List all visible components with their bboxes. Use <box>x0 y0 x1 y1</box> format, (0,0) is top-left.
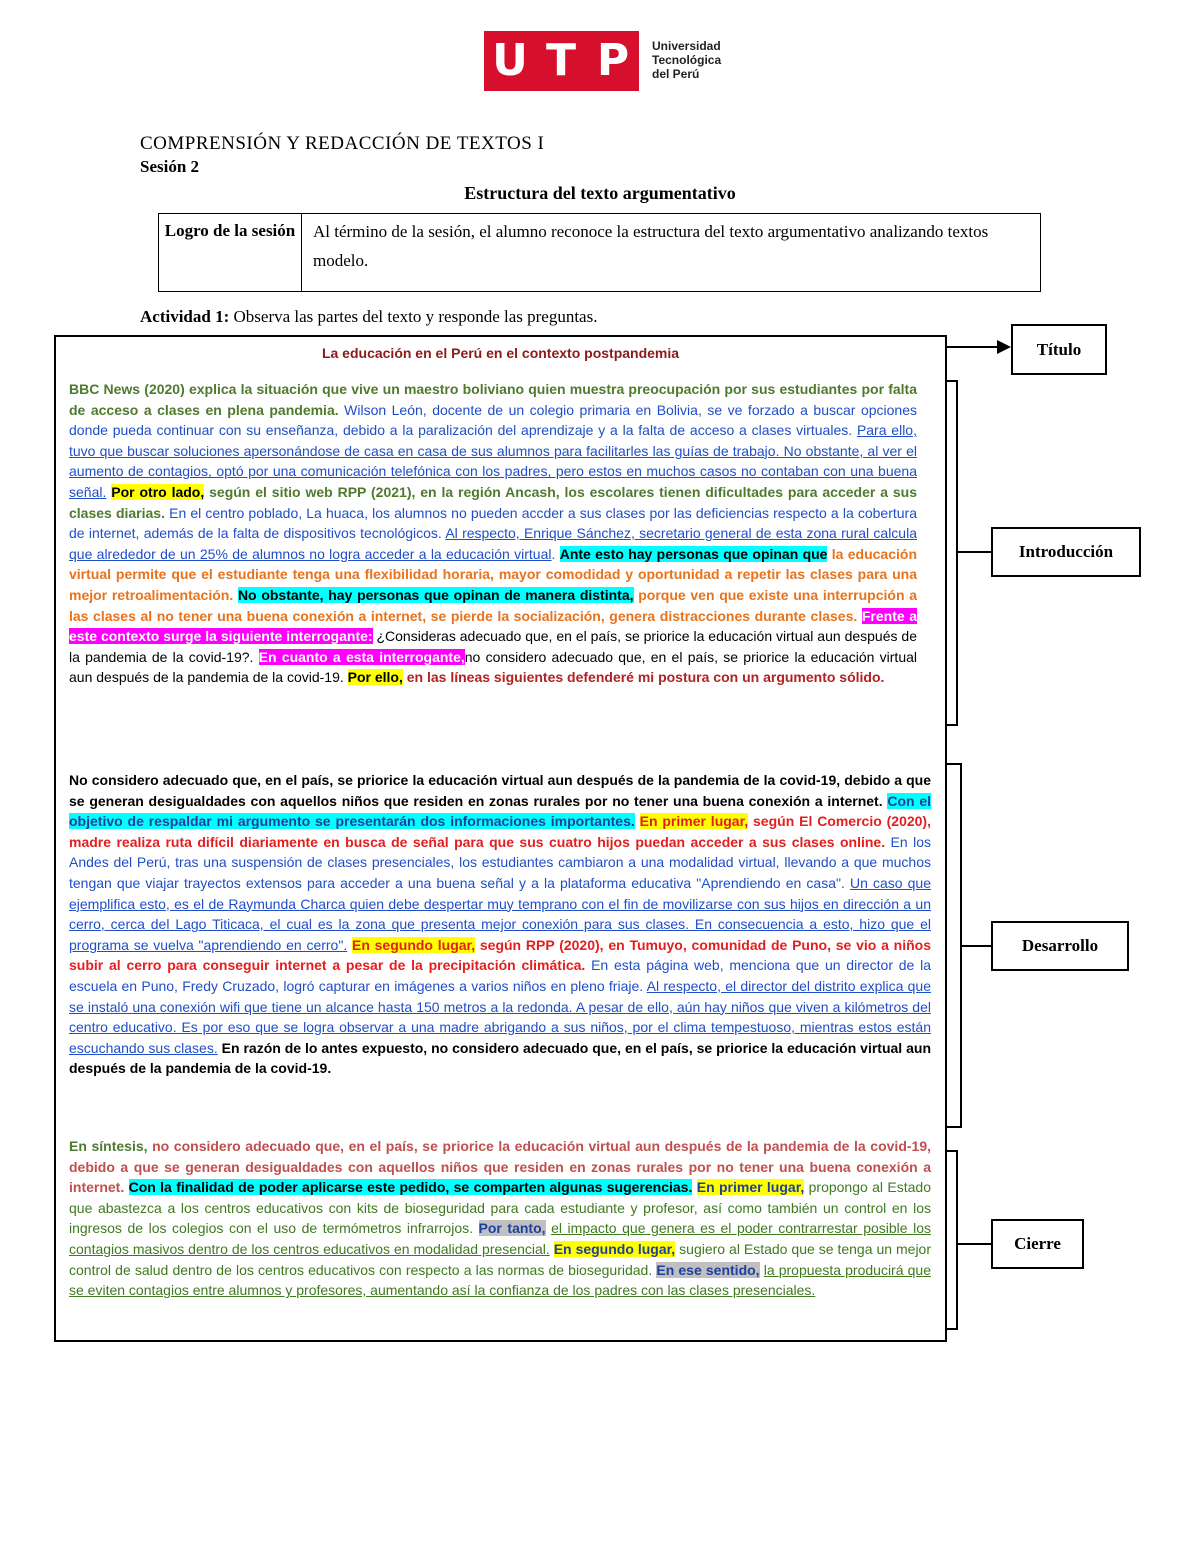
connector-highlight: Con la finalidad de poder aplicarse este pedido, se comparten algunas sugerencias. <box>128 1179 693 1196</box>
text-run: según El Comercio (2020), madre realiza ruta difícil diariamente en busca de señal para que sus cuatro hijos puedan acceder a sus clases online. <box>69 813 931 850</box>
text-run: BBC News (2020) explica la situación que vive un maestro boliviano quien muestra preocupación por sus estudiantes por falta de acceso a clases en plena pandemia. <box>69 381 917 418</box>
closing-connector <box>957 1243 991 1245</box>
text-run: En razón de lo antes expuesto, no considero adecuado que, en el país, se priorice la educación virtual aun después de la pandemia de la covid-19. <box>69 1039 932 1077</box>
closing-bracket <box>947 1150 958 1330</box>
activity-instruction <box>140 307 597 327</box>
utp-logo <box>484 31 730 91</box>
session-label: Sesión 2 <box>140 157 200 176</box>
logro-text: Al término de la sesión, el alumno reconoce la estructura del texto argumentativo analizando textos modelo. <box>313 222 989 270</box>
connector-highlight: Frente a este contexto surge la siguiente interrogante: <box>69 607 918 645</box>
activity-label: Actividad 1: <box>140 307 230 326</box>
connector-highlight: En primer lugar, <box>639 813 749 830</box>
text-run: En los Andes del Perú, tras una suspensión de clases presenciales, los estudiantes cambiaron a una modalidad virtual, llevando a que muchos tengan que viajar trayectos extensos para acceder a una buena señal y a la plataforma educativa "Aprendiendo en casa". <box>69 833 931 891</box>
text-run: no considero adecuado que, en el país, se priorice la educación virtual aun después de la pandemia de la covid-19, debido a que se generan desigualdades con aquellos niños que residen en zonas rurales por no tener una buena conexión a internet. <box>69 1138 931 1196</box>
introduction-connector <box>957 551 991 553</box>
text-run: la propuesta producirá que se eviten contagios entre alumnos y profesores, aumentando así la confianza de los padres con las clases presenciales. <box>69 1261 931 1299</box>
text-run: Un caso que ejemplifica esto, es el de Raymunda Charca quien debe despertar muy temprano con el fin de movilizarse con sus hijos en dirección a un cerro, cerca del Lago Titicaca, el cual es la zona que presenta mejor conexión para sus clases. En consecuencia a esto, hizo que el programa se vuelva "aprendiendo en cerro". <box>69 874 932 953</box>
connector-highlight: Por tanto, <box>478 1220 546 1237</box>
text-run: Al respecto, el director del distrito explica que se instaló una conexión wifi que tiene un alcance hasta 150 metros a la redonda. A pesar de ello, aún hay niños que viven a kilómetros del centro educativo. Es por eso que se logra observar a una madre abrigando a sus niños, por el clima tempestuoso, mientras estos están escuchando sus clases. <box>69 977 931 1056</box>
text-run: no considero adecuado que, en el país, se priorice la educación virtual aun después de la pandemia de la covid-19. <box>69 648 917 686</box>
text-run: porque ven que existe una interrupción a las clases al no tener una buena conexión a internet, se pierde la socialización, genera distracciones durante clases. <box>69 586 917 624</box>
connector-highlight: Por otro lado, <box>111 483 205 500</box>
label-introduccion: Introducción <box>991 527 1141 577</box>
text-run: Wilson León, docente de un colegio primaria en Bolivia, se ve forzado a buscar opciones donde pueda continuar con su enseñanza, debido a la paralización del aprendizaje y a la falta de acceso a clases virtuales. <box>69 401 917 439</box>
logo-line-1: Universidad <box>652 39 721 53</box>
text-run: según el sitio web RPP (2021), en la región Ancash, los escolares tienen dificultades para acceder a sus clases diarias. <box>69 483 918 521</box>
text-run: Al respecto, Enrique Sánchez, secretario general de esta zona rural calcula que alrededor de un 25% de alumnos no logra acceder a la educación virtual <box>69 525 917 562</box>
activity-text: Observa las partes del texto y responde las preguntas. <box>229 307 598 326</box>
connector-highlight: En primer lugar, <box>696 1179 805 1196</box>
text-run: En el centro poblado, La huaca, los alumnos no pueden accder a sus clases por las deficiencias respecto a la cobertura de internet, además de la falta de dispositivos tecnológicos. <box>69 504 917 542</box>
title-arrow-line <box>947 346 1003 348</box>
logro-label-text: Logro de la sesión <box>164 221 296 240</box>
text-run <box>124 1179 128 1195</box>
text-run: sugiero al Estado que se tenga un mejor control de salud dentro de los centros educativos con respecto a las normas de bioseguridad. <box>69 1240 931 1278</box>
closing-paragraph <box>69 1136 931 1301</box>
document-title: Estructura del texto argumentativo <box>464 183 736 203</box>
connector-highlight: Por ello, <box>347 669 403 686</box>
connector-highlight: En segundo lugar, <box>351 936 476 953</box>
logro-label <box>159 214 302 291</box>
connector-highlight: En segundo lugar, <box>553 1240 676 1257</box>
course-title: COMPRENSIÓN Y REDACCIÓN DE TEXTOS I <box>140 133 545 154</box>
introduction-paragraph <box>69 379 917 688</box>
introduction-bracket <box>947 380 958 726</box>
logo-line-2: Tecnológica <box>652 53 722 67</box>
text-run: según RPP (2020), en Tumuyo, comunidad de Puno, se vio a niños subir al cerro para conseguir internet a pesar de la precipitación climática. <box>69 936 931 974</box>
development-bracket <box>947 763 962 1128</box>
logro-table <box>158 213 1041 292</box>
logo-letter-t: T <box>545 35 576 86</box>
logo-university-name <box>652 39 721 81</box>
text-run: En esta página web, menciona que un director de la escuela en Puno, Fredy Cruzado, logró capturar en imágenes a varios niños en pleno friaje. <box>69 957 931 994</box>
article-title: La educación en el Perú en el contexto postpandemia <box>321 345 680 361</box>
logo-letter-u: U <box>492 35 528 86</box>
text-run: No considero adecuado que, en el país, se priorice la educación virtual aun después de la pandemia de la covid-19, debido a que se generan desigualdades con aquellos niños que residen en zonas rurales por no tener una buena conexión a internet. <box>69 772 931 809</box>
article-box <box>54 335 947 1342</box>
label-titulo: Título <box>1011 324 1107 375</box>
connector-highlight: No obstante, hay personas que opinan de manera distinta, <box>237 586 634 603</box>
development-connector <box>961 945 991 947</box>
text-run <box>635 813 640 829</box>
development-paragraph <box>69 770 931 1079</box>
text-run: Para ello, tuvo que buscar soluciones apersonándose de casa en casa de sus alumnos para facilitarles las guías de trabajo. No obstante, al ver el aumento de contagios, optó por una comunicación telefónica con los padres, pero estos en muchos casos no contaban con una buena señal. <box>69 422 917 500</box>
text-run: En síntesis, <box>69 1138 148 1154</box>
logo-line-3: del Perú <box>652 67 700 81</box>
connector-highlight: En ese sentido, <box>656 1261 760 1278</box>
label-desarrollo: Desarrollo <box>991 921 1129 971</box>
text-run: propongo al Estado que abastezca a los centros educativos con kits de bioseguridad para cada estudiante y profesor, así como también un control en los ingresos de los colegios con el uso de termómetros infrarrojos. <box>69 1179 931 1237</box>
text-run: en las líneas siguientes defenderé mi postura con un argumento sólido. <box>402 669 885 686</box>
text-run: . <box>551 545 560 562</box>
connector-highlight: Con el objetivo de respaldar mi argumento se presentarán dos informaciones importantes. <box>69 792 931 830</box>
text-run: la educación virtual permite que el estudiante tenga una flexibilidad horaria, mayor comodidad y oportunidad a repetir las clases para una mejor retroalimentación. <box>69 545 917 603</box>
connector-highlight: En cuanto a esta interrogante, <box>258 648 465 665</box>
connector-highlight: Ante esto hay personas que opinan que <box>559 545 828 562</box>
logo-letter-p: P <box>596 35 630 86</box>
arrow-head-icon <box>997 340 1011 354</box>
text-run: ¿Consideras adecuado que, en el país, se priorice la educación virtual aun después de la pandemia de la covid-19?. <box>69 628 917 665</box>
label-cierre: Cierre <box>991 1219 1084 1269</box>
text-run: el impacto que genera es el poder contrarrestar posible los contagios masivos dentro de los centros educativos en modalidad presencial. <box>69 1220 932 1257</box>
